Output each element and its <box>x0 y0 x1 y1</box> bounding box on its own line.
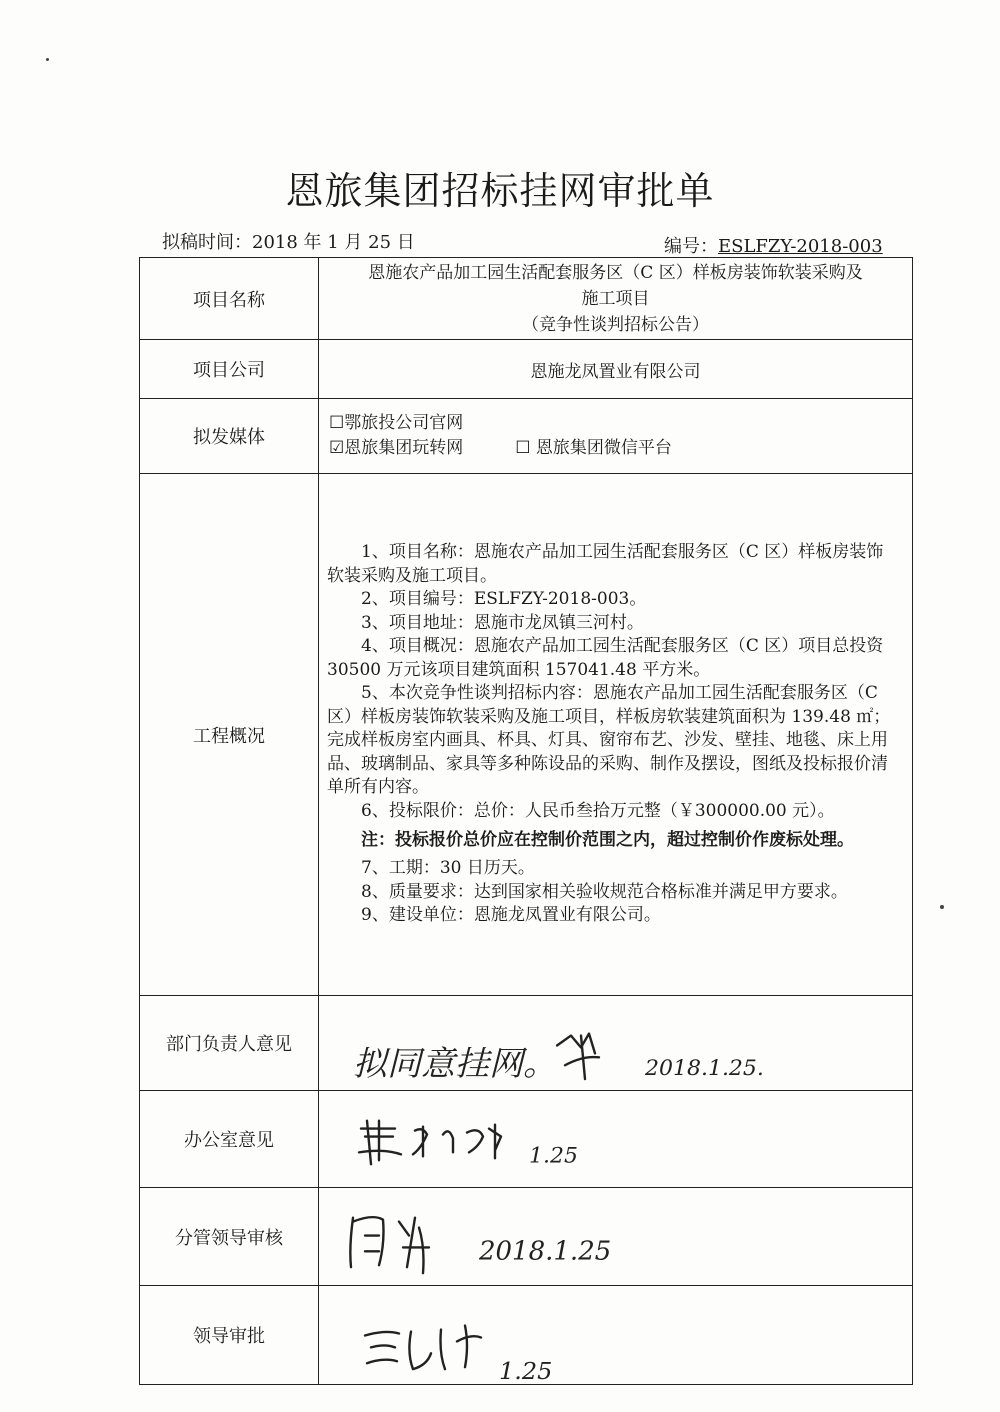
dept-opinion-date: 2018.1.25. <box>645 1056 764 1082</box>
label-project-name: 项目名称 <box>140 258 319 340</box>
overview-note: 注：投标报价总价应在控制价范围之内，超过控制价作废标处理。 <box>361 830 854 851</box>
dept-handwritten-opinion: 拟同意挂网。 <box>353 1044 557 1084</box>
project-name-value <box>319 258 913 340</box>
overview-item-5: 5、本次竞争性谈判招标内容：恩施农产品加工园生活配套服务区（C 区）样板房装饰软装采购及施工项目，样板房软装建筑面积为 139.48 ㎡；完成样板房室内画具、杯具、灯具、窗帘布艺、沙发、壁挂、地毯、床上用品、玻璃制品、家具等多种陈设品的采购、制作及摆设，图纸及投标报价清单所有内容。 <box>327 683 891 798</box>
company-value: 恩施龙凤置业有限公司 <box>319 340 913 399</box>
number-value: ESLFZY-2018-003 <box>718 236 883 257</box>
label-supervisor-review: 分管领导审核 <box>140 1188 319 1286</box>
office-opinion-date: 1.25 <box>529 1143 578 1169</box>
label-company: 项目公司 <box>140 340 319 399</box>
leader-handwriting <box>319 1286 915 1384</box>
dept-signature-mark <box>557 1034 599 1080</box>
label-media: 拟发媒体 <box>140 399 319 474</box>
row-supervisor-review <box>140 1188 913 1286</box>
approval-table <box>139 257 913 1385</box>
leader-approval-date: 1.25 <box>499 1357 553 1384</box>
overview-item-7: 7、工期：30 日历天。 <box>361 858 535 879</box>
dept-opinion-signature <box>319 996 913 1091</box>
dept-handwriting <box>319 996 915 1090</box>
label-dept-opinion: 部门负责人意见 <box>140 996 319 1091</box>
overview-item-8: 8、质量要求：达到国家相关验收规范合格标准并满足甲方要求。 <box>361 881 848 902</box>
label-leader-approval: 领导审批 <box>140 1286 319 1385</box>
scan-speck <box>940 905 944 909</box>
overview-item-9: 9、建设单位：恩施龙凤置业有限公司。 <box>361 905 661 926</box>
row-project-name <box>140 258 913 340</box>
supervisor-signature-mark <box>350 1217 429 1273</box>
form-title: 恩旅集团招标挂网审批单 <box>285 169 715 213</box>
row-media <box>140 399 913 474</box>
row-overview <box>140 474 913 996</box>
office-handwriting <box>319 1091 915 1187</box>
number-label: 编号： <box>664 236 718 257</box>
overview-item-1: 1、项目名称：恩施农产品加工园生活配套服务区（C 区）样板房装饰软装采购及施工项目。 <box>327 542 884 586</box>
project-name-line1: 恩施农产品加工园生活配套服务区（C 区）样板房装饰软装采购及 <box>368 262 863 283</box>
media-options <box>319 399 913 474</box>
document-number <box>664 232 883 258</box>
project-name-line3: （竞争性谈判招标公告） <box>522 314 709 335</box>
row-office-opinion <box>140 1091 913 1188</box>
overview-content <box>319 474 913 996</box>
label-office-opinion: 办公室意见 <box>140 1091 319 1188</box>
office-signature-mark <box>359 1121 501 1165</box>
media-option-eltz-website: ☐鄂旅投公司官网 <box>329 413 464 433</box>
overview-item-4: 4、项目概况：恩施农产品加工园生活配套服务区（C 区）项目总投资 30500 万元该项目建筑面积 157041.48 平方米。 <box>327 636 884 680</box>
office-opinion-signature <box>319 1091 913 1188</box>
media-option-group-wanzhuan-label: ☑恩旅集团玩转网 <box>329 438 464 458</box>
supervisor-review-date: 2018.1.25 <box>479 1236 612 1267</box>
label-overview: 工程概况 <box>140 474 319 996</box>
overview-item-2: 2、项目编号：ESLFZY-2018-003。 <box>361 589 647 610</box>
draft-time: 拟稿时间：2018 年 1 月 25 日 <box>162 232 415 253</box>
supervisor-handwriting <box>319 1188 915 1285</box>
row-dept-opinion <box>140 996 913 1091</box>
media-option-group-wanzhuan <box>329 436 912 461</box>
overview-item-3: 3、项目地址：恩施市龙凤镇三河村。 <box>361 612 644 633</box>
leader-signature-mark <box>365 1326 481 1370</box>
row-leader-approval <box>140 1286 913 1385</box>
leader-approval-signature <box>319 1286 913 1385</box>
overview-item-6: 6、投标限价：总价：人民币叁拾万元整（￥300000.00 元）。 <box>361 800 835 821</box>
media-option-wechat-platform: ☐ 恩旅集团微信平台 <box>515 438 672 458</box>
scan-speck <box>46 58 49 61</box>
project-name-line2: 施工项目 <box>581 288 650 309</box>
supervisor-review-signature <box>319 1188 913 1286</box>
row-company <box>140 340 913 399</box>
